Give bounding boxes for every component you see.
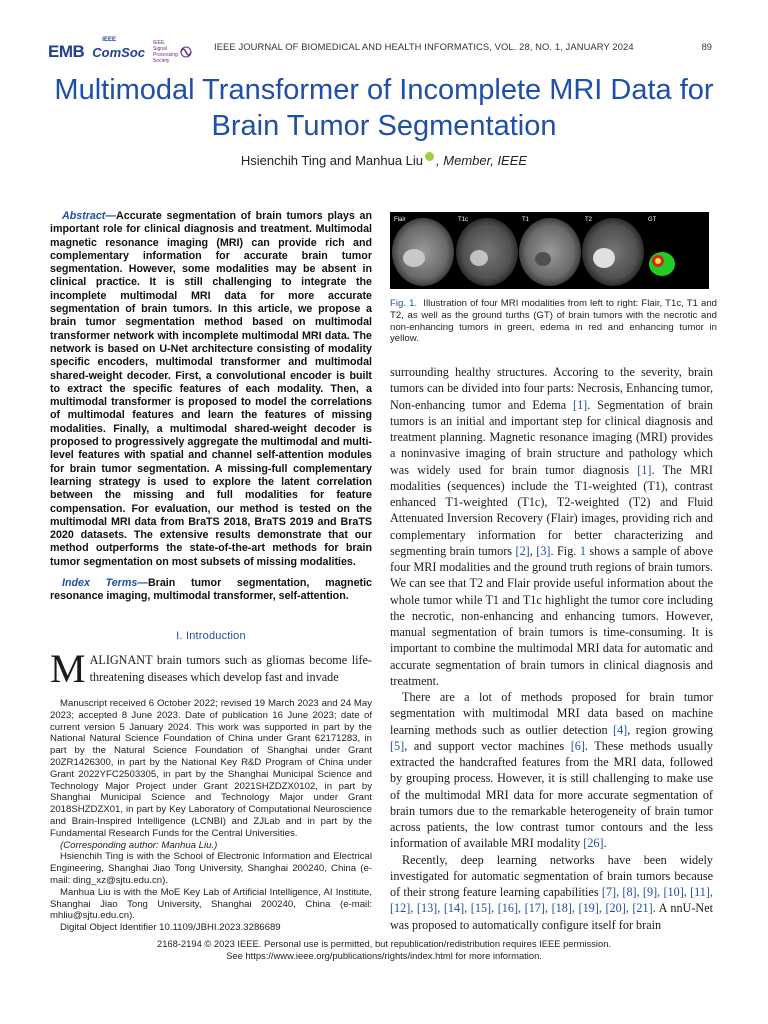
- panel-label-t1c: T1c: [458, 217, 469, 223]
- figure-caption-label: Fig. 1.: [390, 298, 418, 309]
- citation-link[interactable]: [3]: [536, 543, 551, 558]
- citation-link[interactable]: [2]: [515, 543, 530, 558]
- signal-processing-society-logo: IEEE Signal Processing Society: [153, 40, 192, 64]
- copyright-line-2: See https://www.ieee.org/publications/rights/index.html for more information.: [226, 949, 542, 961]
- doi-note: Digital Object Identifier 10.1109/JBHI.2023.3286689: [60, 922, 281, 934]
- paragraph-2: There are a lot of methods proposed for brain tumor segmentation with multimodal MRI data based on machine learning methods such as outlier detection [4], region growing [5], and support vector machines [6]. These methods usually extracted the handcrafted features from the MRI data, followed by grouping process. However, it is still challenging to make use of the multimodal MRI data for more accurate segmentation of brain tumors due to the remarkable heterogeneity of brain tumor across patients, the low contrast tumor contours and the less information of available MRI modality [26].: [390, 690, 714, 851]
- page-number: 89: [701, 41, 712, 52]
- panel-label-t2: T2: [585, 217, 593, 223]
- paper-title: Multimodal Transformer of Incomplete MRI Data for Brain Tumor Segmentation: [54, 74, 714, 142]
- copyright-line-1: 2168-2194 © 2023 IEEE. Personal use is permitted, but republication/redistribution requires IEEE permission.: [156, 938, 612, 949]
- figure-caption: [390, 298, 717, 345]
- panel-label-t1: T1: [522, 217, 530, 223]
- corresponding-author-note: (Corresponding author: Manhua Liu.): [60, 839, 218, 851]
- citation-link[interactable]: [26]: [583, 836, 604, 851]
- orcid-icon[interactable]: [425, 152, 434, 161]
- signal-wave-icon: [180, 45, 192, 59]
- mri-figure-image: [390, 212, 709, 289]
- emb-logo: EMB: [48, 42, 85, 61]
- citation-link[interactable]: [5]: [390, 738, 405, 753]
- affiliation-note-2: Manhua Liu is with the MoE Key Lab of Artificial Intelligence, AI Institute, Shanghai Jiao Tong University, Shanghai 200240, China (e-mail: mhliu@sjtu.edu.cn).: [50, 886, 372, 922]
- paragraph-1: surrounding healthy structures. Accoring to the severity, brain tumors can be divided into four parts: Necrosis, Enhancing tumor, Non-enhancing tumor and Edema [1]. Segmentation of brain tumors is an initial and important step for clinical diagnosis and treatment planning. Magnetic resonance imaging (MRI) provides a noninvasive imaging of brain structure and pathology which was widely used for brain tumor diagnosis [1]. The MRI modalities (sequences) include the T1-weighted (T1), contrast enhanced T1-weighted (T1c), T2-weighted (T2) and Fluid Attenuated Inversion Recovery (Flair) images, providing rich and complementary information for better characterizing and segmenting brain tumors [2], [3]. Fig. 1 shows a sample of above four MRI modalities and the ground truth regions of brain tumors. We can see that T2 and Flair provide useful information about the whole tumor while T1 and T1c highlight the tumor core including the necrotic, non-enhancing and enhancing tumors. However, manual segmentation of brain tumors is time-consuming. It is important to combine the multimodal MRI data for automatic and accurate segmentation of brain tumors in clinical diagnosis and treatment.: [390, 365, 713, 688]
- abstract-label: Abstract—: [62, 210, 117, 222]
- figure-link[interactable]: 1: [579, 543, 586, 558]
- author-line: [30, 152, 738, 168]
- index-terms: [50, 577, 372, 604]
- drop-cap: M: [50, 646, 86, 691]
- citation-link[interactable]: [1]: [637, 462, 652, 477]
- ground-truth-panel: [649, 252, 675, 276]
- author-role: , Member, IEEE: [436, 153, 528, 168]
- section-heading-introduction: I. Introduction: [176, 630, 246, 642]
- index-terms-text: Brain tumor segmentation, magnetic resonance imaging, multimodal transformer, self-attention.: [50, 577, 372, 603]
- citation-link[interactable]: [1]: [573, 397, 588, 412]
- intro-lead: ALIGNANT: [89, 653, 153, 667]
- author-names: Hsienchih Ting and Manhua Liu: [240, 153, 424, 168]
- panel-label-flair: Flair: [394, 217, 406, 223]
- publisher-logos: [48, 37, 192, 67]
- citation-link[interactable]: [6]: [570, 738, 585, 753]
- footnotes: [50, 698, 372, 934]
- mri-panel-t2: [582, 218, 644, 286]
- affiliation-note-1: Hsienchih Ting is with the School of Electronic Information and Electrical Engineering, Shanghai Jiao Tong University, Shanghai 200240, China (e-mail: ding_xz@sjtu.edu.cn).: [50, 851, 372, 886]
- copyright-notice: [60, 938, 708, 961]
- figure-1: [390, 212, 709, 289]
- mri-panel-t1c: [456, 218, 518, 286]
- intro-paragraph: [50, 646, 372, 691]
- figure-caption-text: Illustration of four MRI modalities from left to right: Flair, T1c, T1 and T2, as well as the ground turths (GT) of brain tumors with the necrotic and non-enhancing tumors in green, edema in red and enhancing tumor in yellow.: [390, 298, 717, 345]
- mri-panel-t1: [519, 218, 581, 286]
- intro-text: brain tumors such as gliomas become life-threatening diseases which develop fast and invade: [89, 653, 372, 684]
- journal-header: IEEE JOURNAL OF BIOMEDICAL AND HEALTH INFORMATICS, VOL. 28, NO. 1, JANUARY 2024: [214, 41, 634, 52]
- panel-label-gt: GT: [648, 217, 657, 223]
- abstract: [50, 210, 372, 569]
- citation-link[interactable]: [7], [8], [9], [10], [11], [12], [13], [14], [15], [16], [17], [18], [19], [20], [21]: [390, 885, 713, 916]
- citation-link[interactable]: [4]: [613, 722, 628, 737]
- mri-panel-flair: [392, 218, 454, 286]
- index-terms-label: Index Terms—: [62, 577, 148, 589]
- manuscript-note: Manuscript received 6 October 2022; revised 19 March 2023 and 24 May 2023; accepted 8 June 2023. Date of publication 16 June 2023; date of current version 5 January 2024. This work was supported in part by the National Natural Science Foundation of China under Grant 62171283, in part by the Natural Science Foundation of Shanghai under Grant 20ZR1426300, in part by the National Key R&D Program of China under Grant 2022YFC2503305, in part by the Shanghai Municipal Science and Technology Major Project under Grant 2021SHZDZX0102, in part by Shanghai Municipal Science and Technology Major under Grant 2018SHZDZX01, in part by Key Laboratory of Computational Neuroscience and Brain-Inspired Intelligence (LCNBI) and ZJLab and in part by the Fundamental Research Funds for the Central Universities.: [50, 698, 372, 839]
- abstract-text: Accurate segmentation of brain tumors plays an important role for clinical diagnosis and treatment. Multimodal magnetic resonance imaging (MRI) can provide rich and complementary information for accurate brain tumor segmentation. However, some modalities may be absent in clinical practice. It is still challenging to integrate the incomplete multimodal MRI data for more accurate segmentation of brain tumors. In this article, we propose a brain tumor segmentation method based on multimodal transformer network with incomplete multimodal MRI data. The network is based on U-Net architecture consisting of modality specific encoders, multimodal transformer and multimodal shared-weight decoder. First, a convolutional encoder is built to extract the specific features of each modality. Then, a multimodal transformer is proposed to model the correlations of multimodal features and learn the features of missing modalities. Finally, a multimodal shared-weight decoder is proposed to progressively aggregate the multimodal and multi-level features with spatial and channel self-attention modules for brain tumor segmentation. A missing-full complementary learning strategy is used to explore the latent correlation between the missing and full modalities for feature compensation. For evaluation, our method is tested on the multimodal MRI data from BraTS 2018, BraTS 2019 and BraTS 2020 datasets. The extensive results demonstrate that our method outperforms the state-of-the-art methods for brain tumor segmentation on most subsets of missing modalities.: [50, 210, 372, 568]
- right-column-body: [390, 364, 713, 933]
- paragraph-3: Recently, deep learning networks have been widely investigated for automatic segmentation of brain tumors because of their strong feature learning capabilities [7], [8], [9], [10], [11], [12], [13], [14], [15], [16], [17], [18], [19], [20], [21]. A nnU-Net was proposed to automatically configure itself for brain: [390, 852, 713, 932]
- comsoc-logo: IEEE ComSoc: [92, 36, 146, 60]
